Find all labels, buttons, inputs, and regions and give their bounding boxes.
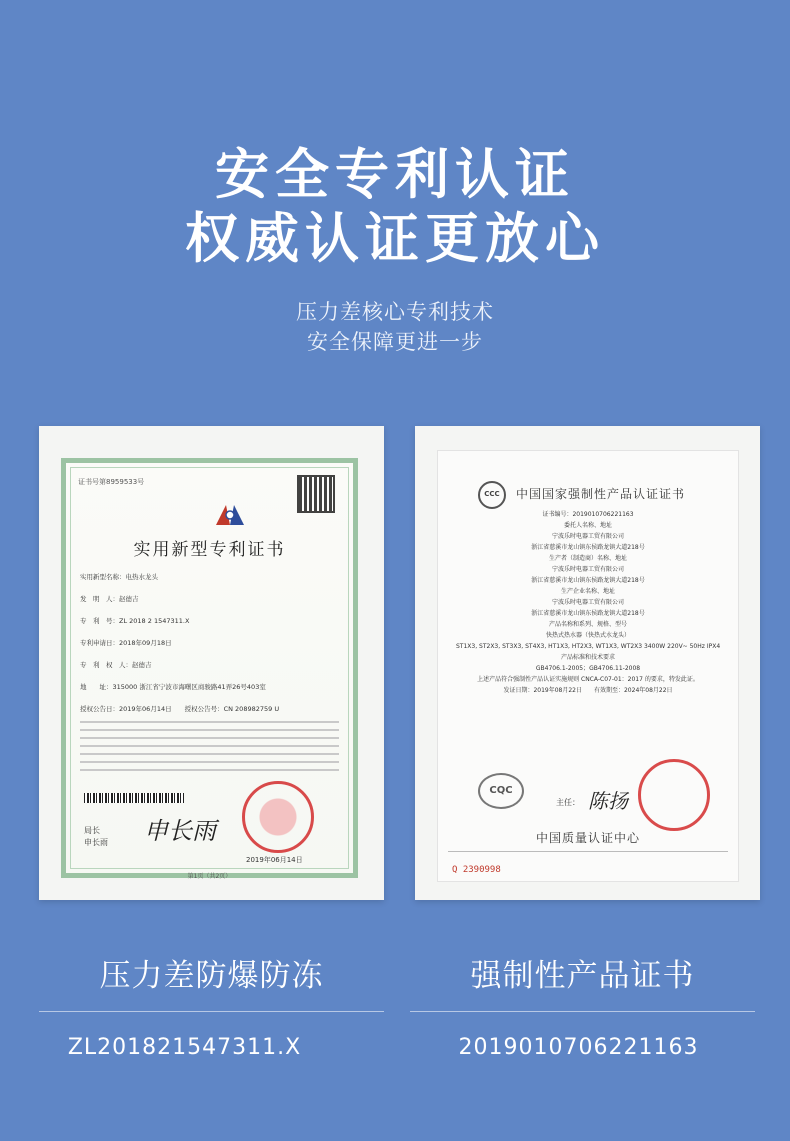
patent-detail-line: 实用新型名称：电热水龙头 [80, 573, 158, 581]
ccc-serial: Q 2390998 [452, 865, 501, 875]
patent-detail-line: 专利申请日：2018年09月18日 [80, 639, 172, 647]
divider-left [39, 1011, 384, 1012]
headline-secondary: 权威认证更放心 [185, 207, 605, 270]
ccc-detail-line: 生产者（制造商）名称、地址 [548, 555, 627, 562]
ccc-organization: 中国质量认证中心 [535, 831, 640, 845]
director-name: 申长雨 [84, 838, 108, 847]
barcode-icon [84, 793, 184, 803]
ccc-detail-line: 快热式热水器（快热式水龙头） [545, 632, 630, 639]
ccc-detail-line: 产品名称和系列、规格、型号 [548, 621, 627, 628]
ccc-signature: 陈扬 [588, 789, 628, 813]
cqc-logo-icon: CQC [478, 773, 524, 809]
patent-detail-line: 发 明 人：赵德吉 [80, 595, 139, 603]
patent-date: 2019年06月14日 [246, 856, 303, 864]
ccc-details [456, 509, 720, 696]
patent-certificate-image [39, 426, 384, 900]
patent-page-number: 第1页（共2页） [187, 873, 232, 880]
patent-number: ZL201821547311.X [67, 1035, 302, 1060]
ccc-detail-line: GB4706.1-2005；GB4706.11-2008 [535, 665, 641, 672]
ccc-detail-line: 浙江省慈溪市龙山镇东侯路龙镇大道218号 [531, 544, 645, 551]
headline-primary: 安全专利认证 [215, 143, 575, 206]
patent-office-emblem-icon [212, 501, 248, 529]
divider-right [410, 1011, 755, 1012]
director-title: 局长 [84, 826, 100, 835]
patent-detail-line: 专 利 权 人：赵德吉 [80, 661, 152, 669]
ccc-sign-label: 主任： [556, 798, 580, 807]
ccc-certificate-image [415, 426, 760, 900]
certificate-number: 2019010706221163 [458, 1035, 699, 1060]
ccc-detail-line: 产品标准和技术要求 [560, 654, 615, 661]
ccc-seal-icon [638, 759, 710, 831]
patent-title: 实用新型专利证书 [133, 540, 286, 560]
ccc-certificate-paper [437, 450, 739, 882]
ccc-detail-line: 上述产品符合强制性产品认证实施规则 CNCA-C07-01：2017 的要求，特发此证。 [477, 676, 699, 683]
ccc-title: 中国国家强制性产品认证证书 [516, 487, 686, 501]
ccc-detail-line: 宁波乐时电器工贸有限公司 [551, 599, 624, 606]
patent-director [84, 825, 108, 849]
ccc-footer-rule [448, 851, 728, 852]
ccc-detail-line: 委托人名称、地址 [563, 522, 612, 529]
ccc-detail-line: 宁波乐时电器工贸有限公司 [551, 533, 624, 540]
ccc-detail-line: 浙江省慈溪市龙山镇东侯路龙镇大道218号 [531, 577, 645, 584]
caption-right: 强制性产品证书 [470, 958, 695, 994]
patent-details [80, 571, 341, 725]
patent-signature: 申长雨 [144, 817, 216, 845]
ccc-detail-line: 证书编号：2019010706221163 [542, 511, 634, 518]
subline-primary: 压力差核心专利技术 [296, 300, 494, 324]
subline-secondary: 安全保障更进一步 [307, 330, 483, 354]
patent-detail-line: 地 址：315000 浙江省宁波市海曙区商骏路41弄26号403室 [80, 683, 266, 691]
ccc-detail-line: ST1X3, ST2X3, ST3X3, ST4X3, HT1X3, HT2X3, WT1X3, WT2X3 3400W 220V~ 50Hz IPX4 [456, 643, 720, 650]
patent-seal-icon [242, 781, 314, 853]
patent-cert-number: 证书号第8959533号 [78, 478, 145, 486]
patent-certificate-border [61, 458, 358, 878]
patent-detail-line: 专 利 号：ZL 2018 2 1547311.X [80, 617, 190, 625]
qr-code-icon [297, 475, 335, 513]
ccc-detail-line: 宁波乐时电器工贸有限公司 [551, 566, 624, 573]
ccc-detail-line: 发证日期：2019年08月22日 有效期至：2024年08月22日 [503, 687, 673, 694]
ccc-detail-line: 生产企业名称、地址 [560, 588, 615, 595]
caption-left: 压力差防爆防冻 [99, 958, 324, 994]
ccc-logo-icon [478, 481, 506, 509]
patent-detail-line: 授权公告日：2019年06月14日 授权公告号：CN 208982759 U [80, 705, 280, 713]
patent-fine-print [80, 721, 339, 777]
ccc-detail-line: 浙江省慈溪市龙山镇东侯路龙镇大道218号 [531, 610, 645, 617]
